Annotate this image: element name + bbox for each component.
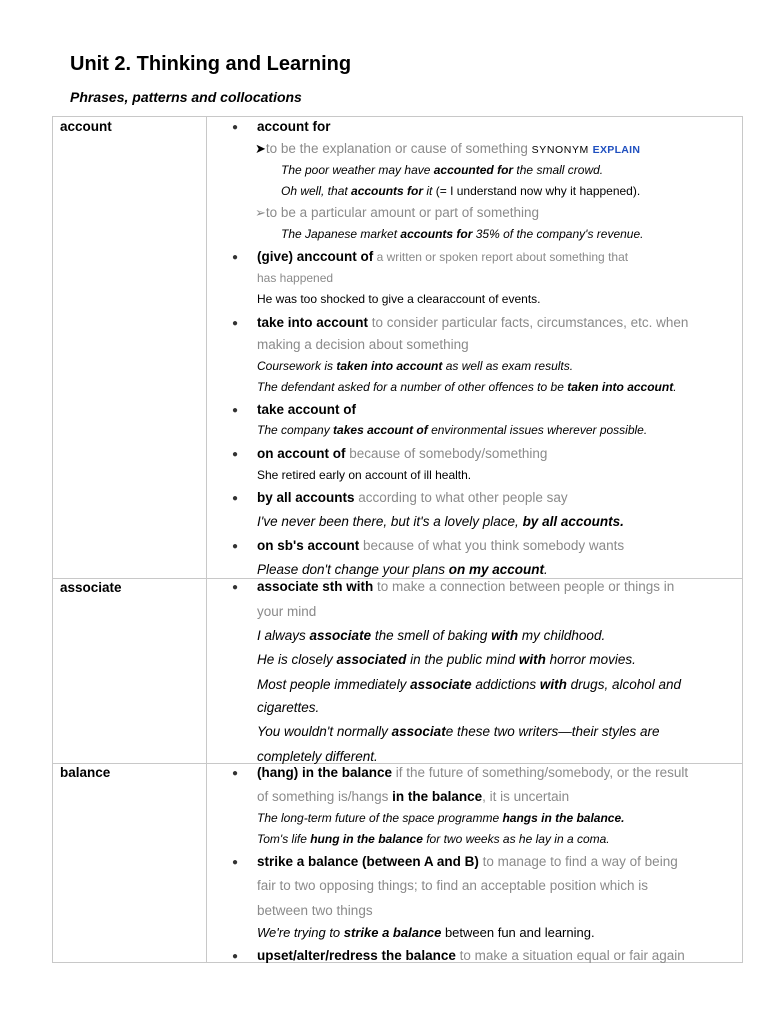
example-line: She retired early on account of ill health. xyxy=(257,468,472,482)
page-subtitle: Phrases, patterns and collocations xyxy=(70,89,302,105)
entry-take-into-account: take into account to consider particular facts, circumstances, etc. when xyxy=(257,315,689,330)
example-line: Coursework is taken into account as well as exam results. xyxy=(257,359,574,373)
bullet-icon: ● xyxy=(232,449,239,460)
arrow-icon: ➢ xyxy=(255,205,266,220)
bullet-icon: ● xyxy=(232,493,239,504)
example-line: Oh well, that accounts for it (= I understand now why it happened). xyxy=(281,184,641,198)
bullet-icon: ● xyxy=(232,768,239,779)
example-line: I've never been there, but it's a lovely place, by all accounts. xyxy=(257,514,624,529)
entry-give-account-of: (give) anccount of a written or spoken report about something that xyxy=(257,249,629,264)
example-line: completely different. xyxy=(257,749,378,764)
definition-line: making a decision about something xyxy=(257,337,469,352)
example-line: Tom's life hung in the balance for two weeks as he lay in a coma. xyxy=(257,832,610,846)
entry-on-account-of: on account of because of somebody/something xyxy=(257,446,548,461)
example-line: I always associate the smell of baking with my childhood. xyxy=(257,628,606,643)
definition-line: of something is/hangs in the balance, it is uncertain xyxy=(257,789,570,804)
example-line: Please don't change your plans on my account. xyxy=(257,562,548,577)
example-line: We're trying to strike a balance between fun and learning. xyxy=(257,925,595,940)
bullet-icon: ● xyxy=(232,252,239,263)
bullet-icon: ● xyxy=(232,541,239,552)
example-line: He was too shocked to give a clearaccount of events. xyxy=(257,292,541,306)
definition-line: has happened xyxy=(257,271,334,285)
sense-line: ➤to be the explanation or cause of something SYNONYM EXPLAIN xyxy=(255,141,641,156)
definition-line: fair to two opposing things; to find an acceptable position which is xyxy=(257,878,648,893)
example-line: He is closely associated in the public mind with horror movies. xyxy=(257,652,636,667)
example-line: You wouldn't normally associate these two writers—their styles are xyxy=(257,724,660,739)
headword-balance: balance xyxy=(60,765,111,780)
bullet-icon: ● xyxy=(232,857,239,868)
entry-take-account-of: take account of xyxy=(257,402,357,417)
definition-line: your mind xyxy=(257,604,317,619)
example-line: The poor weather may have accounted for the small crowd. xyxy=(281,163,604,177)
entry-in-the-balance: (hang) in the balance if the future of something/somebody, or the result xyxy=(257,765,689,780)
entry-account-for: account for xyxy=(257,119,331,134)
definition-line: between two things xyxy=(257,903,373,918)
bullet-icon: ● xyxy=(232,318,239,329)
example-line: The defendant asked for a number of other offences to be taken into account. xyxy=(257,380,677,394)
bullet-icon: ● xyxy=(232,582,239,593)
headword-associate: associate xyxy=(60,580,122,595)
example-line: cigarettes. xyxy=(257,700,320,715)
explain-link[interactable]: EXPLAIN xyxy=(592,144,641,156)
example-line: The company takes account of environmental issues wherever possible. xyxy=(257,423,648,437)
bullet-icon: ● xyxy=(232,122,239,133)
page-title: Unit 2. Thinking and Learning xyxy=(70,53,352,75)
bullet-icon: ● xyxy=(232,405,239,416)
column-divider xyxy=(206,117,207,962)
entry-upset-the-balance: upset/alter/redress the balance to make a situation equal or fair again xyxy=(257,948,685,963)
sense-line: ➢to be a particular amount or part of something xyxy=(255,205,540,220)
entry-strike-a-balance: strike a balance (between A and B) to manage to find a way of being xyxy=(257,854,678,869)
example-line: The Japanese market accounts for 35% of the company's revenue. xyxy=(281,227,644,241)
entry-on-sbs-account: on sb's account because of what you think somebody wants xyxy=(257,538,625,553)
arrow-icon: ➤ xyxy=(255,141,266,156)
example-line: The long-term future of the space programme hangs in the balance. xyxy=(257,811,625,825)
entry-associate-sth-with: associate sth with to make a connection between people or things in xyxy=(257,579,675,594)
bullet-icon: ● xyxy=(232,951,239,962)
entry-by-all-accounts: by all accounts according to what other people say xyxy=(257,490,568,505)
vocabulary-table xyxy=(52,116,743,963)
headword-account: account xyxy=(60,119,112,134)
example-line: Most people immediately associate addictions with drugs, alcohol and xyxy=(257,677,681,692)
